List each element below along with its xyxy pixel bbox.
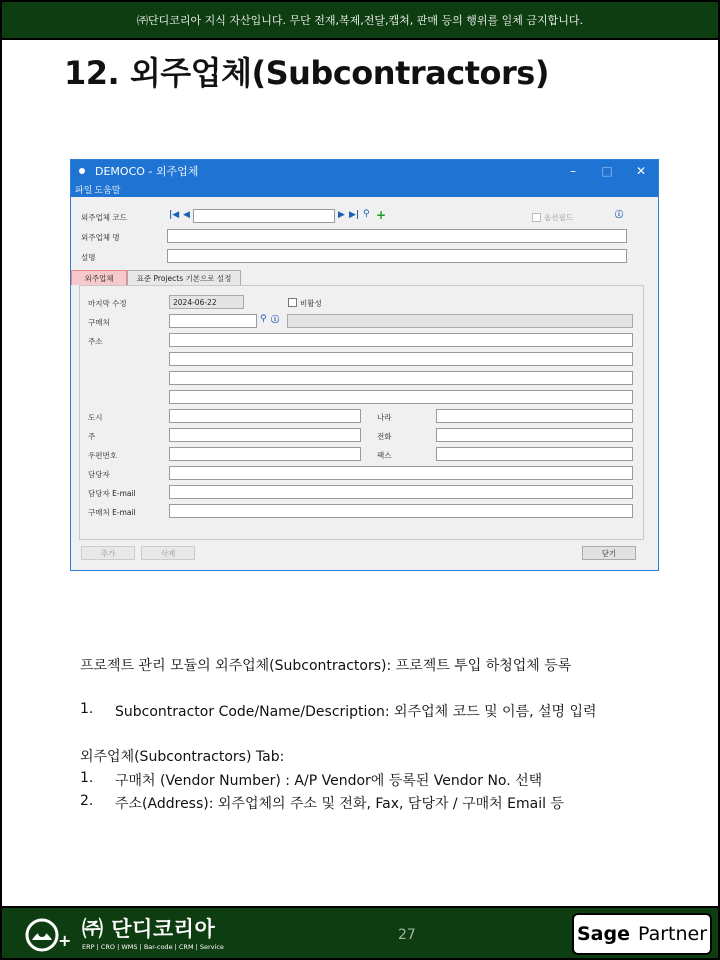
page-number: 27 — [398, 927, 416, 943]
tab-panel — [79, 285, 644, 540]
svg-text:+: + — [58, 931, 72, 950]
menu-help[interactable]: 도움말 — [94, 186, 121, 196]
state-label: 주 — [88, 432, 96, 441]
sage-wordmark: Sage — [576, 923, 630, 945]
footer — [2, 906, 718, 958]
description-label: 설명 — [81, 253, 96, 262]
contact-email-input[interactable] — [169, 485, 633, 499]
address-line-3[interactable] — [169, 371, 633, 385]
last-modified-label: 마지막 수정 — [88, 299, 127, 308]
vendor-name-display — [287, 314, 633, 328]
sage-partner-logo — [572, 913, 712, 955]
address-line-1[interactable] — [169, 333, 633, 347]
fax-label: 팩스 — [377, 451, 392, 460]
prev-record-icon[interactable]: ◀ — [183, 210, 190, 220]
phone-input[interactable] — [436, 428, 633, 442]
first-record-icon[interactable]: |◀ — [169, 210, 180, 220]
optional-fields-label: 옵션필드 — [544, 213, 573, 222]
app-icon — [79, 168, 85, 174]
close-button[interactable]: 닫기 — [582, 546, 636, 560]
slide-title: 12. 외주업체(Subcontractors) — [64, 54, 549, 92]
vendor-number-input[interactable] — [169, 314, 257, 328]
inactive-checkbox[interactable] — [288, 298, 297, 307]
country-input[interactable] — [436, 409, 633, 423]
list2-item-2: 주소(Address): 외주업체의 주소 및 전화, Fax, 담당자 / 구매처 Email 등 — [115, 796, 564, 812]
last-record-icon[interactable]: ▶| — [349, 210, 360, 220]
list2-number-2: 2. — [80, 793, 94, 809]
phone-label: 전화 — [377, 432, 392, 441]
state-input[interactable] — [169, 428, 361, 442]
company-logo-icon — [20, 916, 76, 954]
vendor-email-input[interactable] — [169, 504, 633, 518]
company-tagline: ERP | CRO | WMS | Bar-code | CRM | Service — [82, 943, 224, 951]
zoom-icon[interactable]: ⓘ — [615, 210, 623, 219]
list1-number: 1. — [80, 701, 94, 717]
tab-heading: 외주업체(Subcontractors) Tab: — [80, 749, 285, 765]
zip-input[interactable] — [169, 447, 361, 461]
next-record-icon[interactable]: ▶ — [338, 210, 345, 220]
menu-file[interactable]: 파일 — [75, 186, 93, 196]
name-label: 외주업체 명 — [81, 233, 120, 242]
vendor-zoom-icon[interactable]: ⓘ — [271, 315, 279, 324]
tab-subcontractor[interactable]: 외주업체 — [71, 270, 127, 285]
optional-fields-checkbox[interactable] — [532, 213, 541, 222]
last-modified-value: 2024-06-22 — [169, 295, 244, 309]
list1-item: Subcontractor Code/Name/Description: 외주업체 코드 및 이름, 설명 입력 — [115, 704, 597, 720]
menu-bar — [71, 182, 658, 197]
subcontractors-window — [70, 159, 659, 571]
add-icon[interactable]: + — [376, 208, 387, 222]
maximize-icon[interactable]: □ — [601, 164, 613, 178]
search-icon[interactable]: ⚲ — [363, 209, 370, 219]
company-name: ㈜ 단디코리아 — [82, 917, 216, 941]
contact-email-label: 담당자 E-mail — [88, 489, 136, 498]
contact-label: 담당자 — [88, 470, 110, 479]
city-input[interactable] — [169, 409, 361, 423]
window-title: DEMOCO - 외주업체 — [95, 165, 199, 178]
close-icon[interactable]: ✕ — [635, 164, 647, 178]
address-line-4[interactable] — [169, 390, 633, 404]
minimize-icon[interactable]: – — [570, 164, 576, 178]
code-label: 외주업체 코드 — [81, 213, 127, 222]
city-label: 도시 — [88, 413, 103, 422]
copyright-notice: ㈜단디코리아 지식 자산입니다. 무단 전재,복제,전달,캡쳐, 판매 등의 행위를 일체 금지합니다. — [137, 14, 583, 27]
fax-input[interactable] — [436, 447, 633, 461]
subcontractor-code-input[interactable] — [193, 209, 335, 223]
vendor-email-label: 구매처 E-mail — [88, 508, 136, 517]
window-title-bar — [71, 160, 658, 182]
address-line-2[interactable] — [169, 352, 633, 366]
inactive-label: 비활성 — [300, 299, 322, 308]
partner-wordmark: Partner — [637, 923, 708, 945]
window-controls — [556, 160, 658, 182]
country-label: 나라 — [377, 413, 392, 422]
vendor-label: 구매처 — [88, 318, 110, 327]
subcontractor-name-input[interactable] — [167, 229, 627, 243]
list2-number-1: 1. — [80, 770, 94, 786]
delete-button[interactable]: 삭제 — [141, 546, 195, 560]
list2-item-1: 구매처 (Vendor Number) : A/P Vendor에 등록된 Vendor No. 선택 — [115, 773, 543, 789]
add-button[interactable]: 추가 — [81, 546, 135, 560]
description-input[interactable] — [167, 249, 627, 263]
intro-text: 프로젝트 관리 모듈의 외주업체(Subcontractors): 프로젝트 투입 하청업체 등록 — [80, 658, 572, 674]
zip-label: 우편번호 — [88, 451, 117, 460]
copyright-notice-bar — [2, 2, 718, 40]
address-label: 주소 — [88, 337, 103, 346]
contact-input[interactable] — [169, 466, 633, 480]
vendor-search-icon[interactable]: ⚲ — [260, 314, 267, 324]
tab-standard-projects[interactable]: 표준 Projects 기본으로 설정 — [127, 270, 241, 285]
